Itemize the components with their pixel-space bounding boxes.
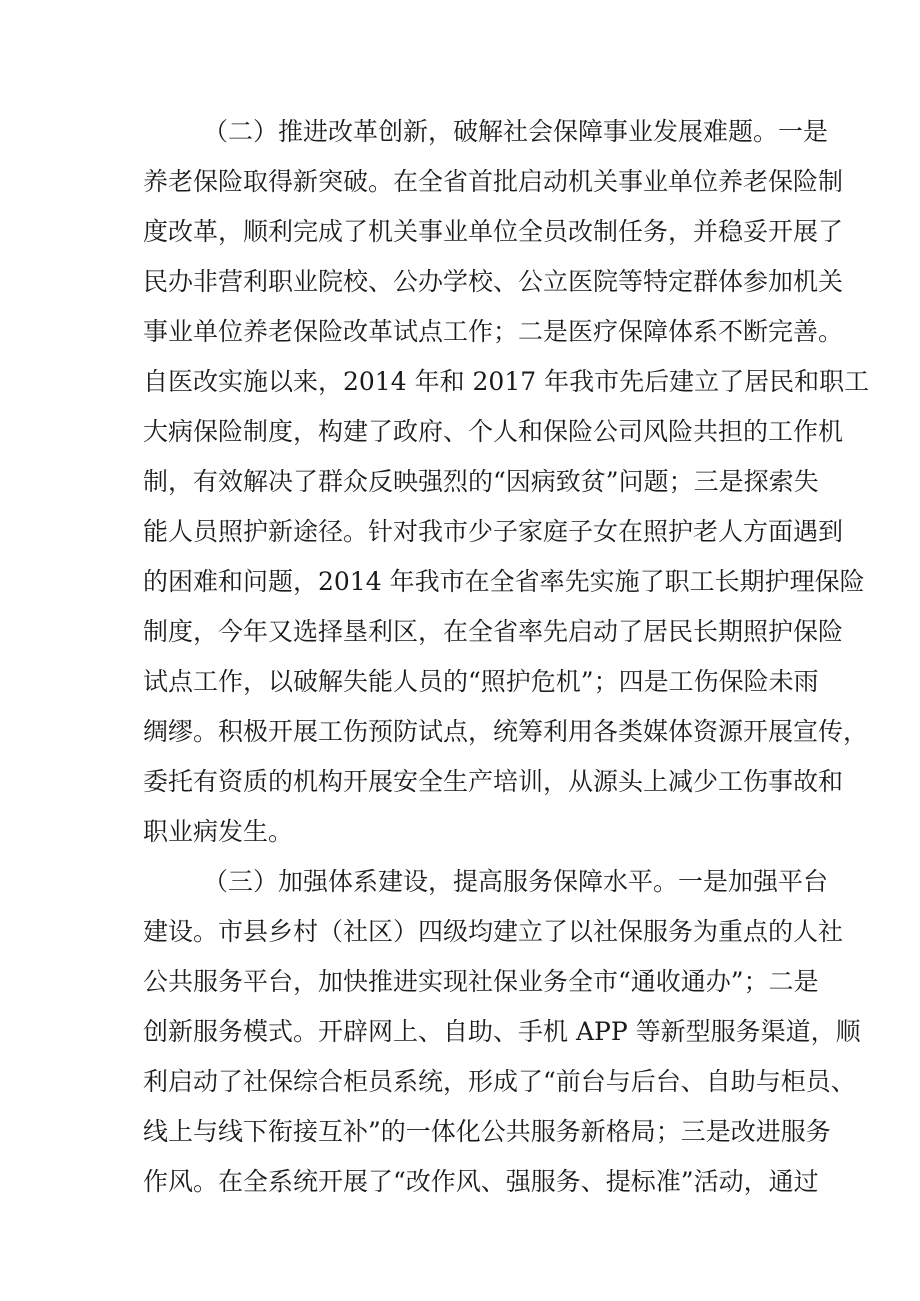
paragraph-line: 制，有效解决了群众反映强烈的“因病致贫”问题；三是探索失	[143, 467, 819, 496]
paragraph-line: 利启动了社保综合柜员系统，形成了“前台与后台、自助与柜员、	[143, 1067, 856, 1096]
paragraph-line: 绸缪。积极开展工伤预防试点，统筹利用各类媒体资源开展宣传，	[143, 717, 869, 746]
paragraph-line: 职业病发生。	[143, 817, 294, 846]
paragraph-line: 创新服务模式。开辟网上、自助、手机 APP 等新型服务渠道，顺	[143, 1017, 861, 1046]
paragraph-line: 制度，今年又选择垦利区，在全省率先启动了居民长期照护保险	[143, 617, 844, 646]
paragraph-line: 建设。市县乡村（社区）四级均建立了以社保服务为重点的人社	[143, 917, 844, 946]
paragraph-line: 度改革，顺利完成了机关事业单位全员改制任务，并稳妥开展了	[143, 217, 844, 246]
paragraph-line: 大病保险制度，构建了政府、个人和保险公司风险共担的工作机	[143, 417, 844, 446]
paragraph-line: 能人员照护新途径。针对我市少子家庭子女在照护老人方面遇到	[143, 517, 844, 546]
paragraph-line: 委托有资质的机构开展安全生产培训，从源头上减少工伤事故和	[143, 767, 844, 796]
paragraph-line: 养老保险取得新突破。在全省首批启动机关事业单位养老保险制	[143, 167, 844, 196]
paragraph-line: 的困难和问题，2014 年我市在全省率先实施了职工长期护理保险	[143, 567, 865, 596]
paragraph-line: 公共服务平台，加快推进实现社保业务全市“通收通办”；二是	[143, 967, 819, 996]
paragraph-line: 事业单位养老保险改革试点工作；二是医疗保障体系不断完善。	[143, 317, 844, 346]
paragraph-line: 民办非营利职业院校、公办学校、公立医院等特定群体参加机关	[143, 267, 844, 296]
paragraph-line: 线上与线下衔接互补”的一体化公共服务新格局；三是改进服务	[143, 1117, 831, 1146]
paragraph-line: 作风。在全系统开展了“改作风、强服务、提标准”活动，通过	[143, 1167, 819, 1196]
paragraph-line: （三）加强体系建设，提高服务保障水平。一是加强平台	[203, 867, 829, 896]
paragraph-line: 自医改实施以来，2014 年和 2017 年我市先后建立了居民和职工	[143, 367, 870, 396]
paragraph-line: 试点工作，以破解失能人员的“照护危机”；四是工伤保险未雨	[143, 667, 819, 696]
paragraph-line: （二）推进改革创新，破解社会保障事业发展难题。一是	[203, 117, 829, 146]
